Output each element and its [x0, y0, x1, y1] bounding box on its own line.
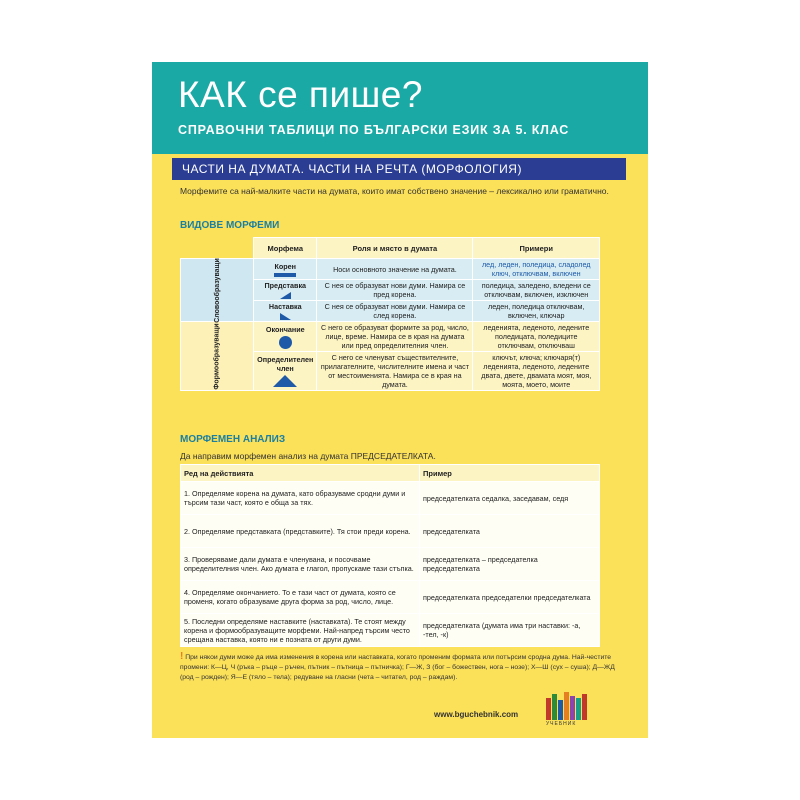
table-corner [181, 238, 254, 259]
col-header: Морфема [254, 238, 317, 259]
col-header: Пример [420, 465, 600, 482]
exclamation-icon: ! [180, 651, 184, 662]
step-cell: 3. Проверяваме дали думата е членувана, и посочваме определителния член. Ако думата е глагол, пропускаме тази стъпка. [181, 548, 420, 581]
role-cell: С нея се образуват нови думи. Намира се пред корена. [317, 280, 473, 301]
role-cell: С него се членуват съществителните, прилагателните, числителните имена и част от местоименията. Намира се в края на думата. [317, 352, 473, 391]
col-header: Роля и място в думата [317, 238, 473, 259]
example-cell: лед, леден, поледица, сладолед ключ, отключвам, включен [473, 259, 600, 280]
table-header-row [181, 238, 600, 259]
page-title: КАК се пише? [178, 74, 423, 115]
table-row [181, 322, 600, 352]
poster [152, 62, 648, 738]
website-link[interactable]: www.bguchebnik.com [434, 710, 519, 719]
example-cell: леден, поледица отключвам, включен, ключар [473, 301, 600, 322]
col-header: Примери [473, 238, 600, 259]
table-row [181, 548, 600, 581]
root-icon [274, 273, 296, 277]
step-cell: 1. Определяме корена на думата, като образуваме сродни думи и търсим тази част, която е обща за тях. [181, 482, 420, 515]
example-cell: председателката седалка, заседавам, седя [420, 482, 600, 515]
role-cell: С нея се образуват нови думи. Намира се след корена. [317, 301, 473, 322]
morpheme-cell: Корен [254, 259, 317, 280]
example-cell: леденията, леденото, ледените поледицата, поледиците отключвам, отключваш [473, 322, 600, 352]
table-header-row [181, 465, 600, 482]
analysis-heading: МОРФЕМЕН АНАЛИЗ [180, 434, 286, 445]
group-label-form: Формообразуващи [181, 322, 254, 391]
article-icon [273, 375, 297, 387]
step-cell: 5. Последни определяме наставките (наставката). Те стоят между корена и формообразуващите морфеми. Най-напред търсим често срещана наставка, която ни е позната от други думи. [181, 614, 420, 647]
morpheme-cell: Наставка [254, 301, 317, 322]
morpheme-cell: Представка [254, 280, 317, 301]
publisher-name: УЧЕБНИК [546, 721, 577, 727]
table-row [181, 259, 600, 280]
footnote [180, 652, 620, 683]
group-label-word: Словообразуващи [181, 259, 254, 322]
header-banner [152, 62, 648, 154]
role-cell: Носи основното значение на думата. [317, 259, 473, 280]
morpheme-cell: Окончание [254, 322, 317, 352]
footnote-text: При някои думи може да има изменения в корена или наставката, когато променим формата или потърсим сродна дума. Най-честите промени: К—Ц, Ч (ръка – ръце – ръчен, пътник – пътница – пътничка); Г—Ж, З (бог – божествен, нога – нозе); Х—Ш (сух – суша); Д—ЖД (род – рожден); Я—Е (тяло – тела); редуване на гласни (чета – читател, род – раждам). [180, 654, 615, 681]
analysis-table [180, 464, 600, 647]
section-title: ЧАСТИ НА ДУМАТА. ЧАСТИ НА РЕЧТА (МОРФОЛОГИЯ) [172, 158, 626, 180]
example-cell: поледица, заледено, вледени се отключвам, включен, изключен [473, 280, 600, 301]
example-cell: председателката (думата има три наставки: -а, -тел, -к) [420, 614, 600, 647]
step-cell: 2. Определяме представката (представките). Тя стои преди корена. [181, 515, 420, 548]
example-cell: председателката – председателка председателката [420, 548, 600, 581]
morpheme-cell: Определителен член [254, 352, 317, 391]
ending-icon [279, 336, 292, 349]
step-cell: 4. Определяме окончанието. То е тази част от думата, която се променя, когато образуваме друга форма за род, число, лице. [181, 581, 420, 614]
morpheme-types-table [180, 237, 600, 391]
example-cell: председателката председателки председателката [420, 581, 600, 614]
table-row [181, 614, 600, 647]
suffix-icon [280, 313, 291, 320]
example-cell: председателката [420, 515, 600, 548]
analysis-intro: Да направим морфемен анализ на думата ПРЕДСЕДАТЕЛКАТА. [180, 451, 436, 461]
page-subtitle: СПРАВОЧНИ ТАБЛИЦИ ПО БЪЛГАРСКИ ЕЗИК ЗА 5. КЛАС [178, 123, 570, 137]
col-header: Ред на действията [181, 465, 420, 482]
morpheme-types-heading: ВИДОВЕ МОРФЕМИ [180, 220, 280, 231]
table-row [181, 482, 600, 515]
example-cell: ключът, ключа; ключаря(т) леденията, леденото, ледените двата, двете, двамата моят, моя, моята, моето, моите [473, 352, 600, 391]
role-cell: С него се образуват формите за род, число, лице, време. Намира се в края на думата или пред определителния член. [317, 322, 473, 352]
table-row [181, 515, 600, 548]
prefix-icon [280, 292, 291, 299]
intro-text: Морфемите са най-малките части на думата, които имат собствено значение – лексикално или граматично. [180, 186, 609, 196]
table-row [181, 581, 600, 614]
